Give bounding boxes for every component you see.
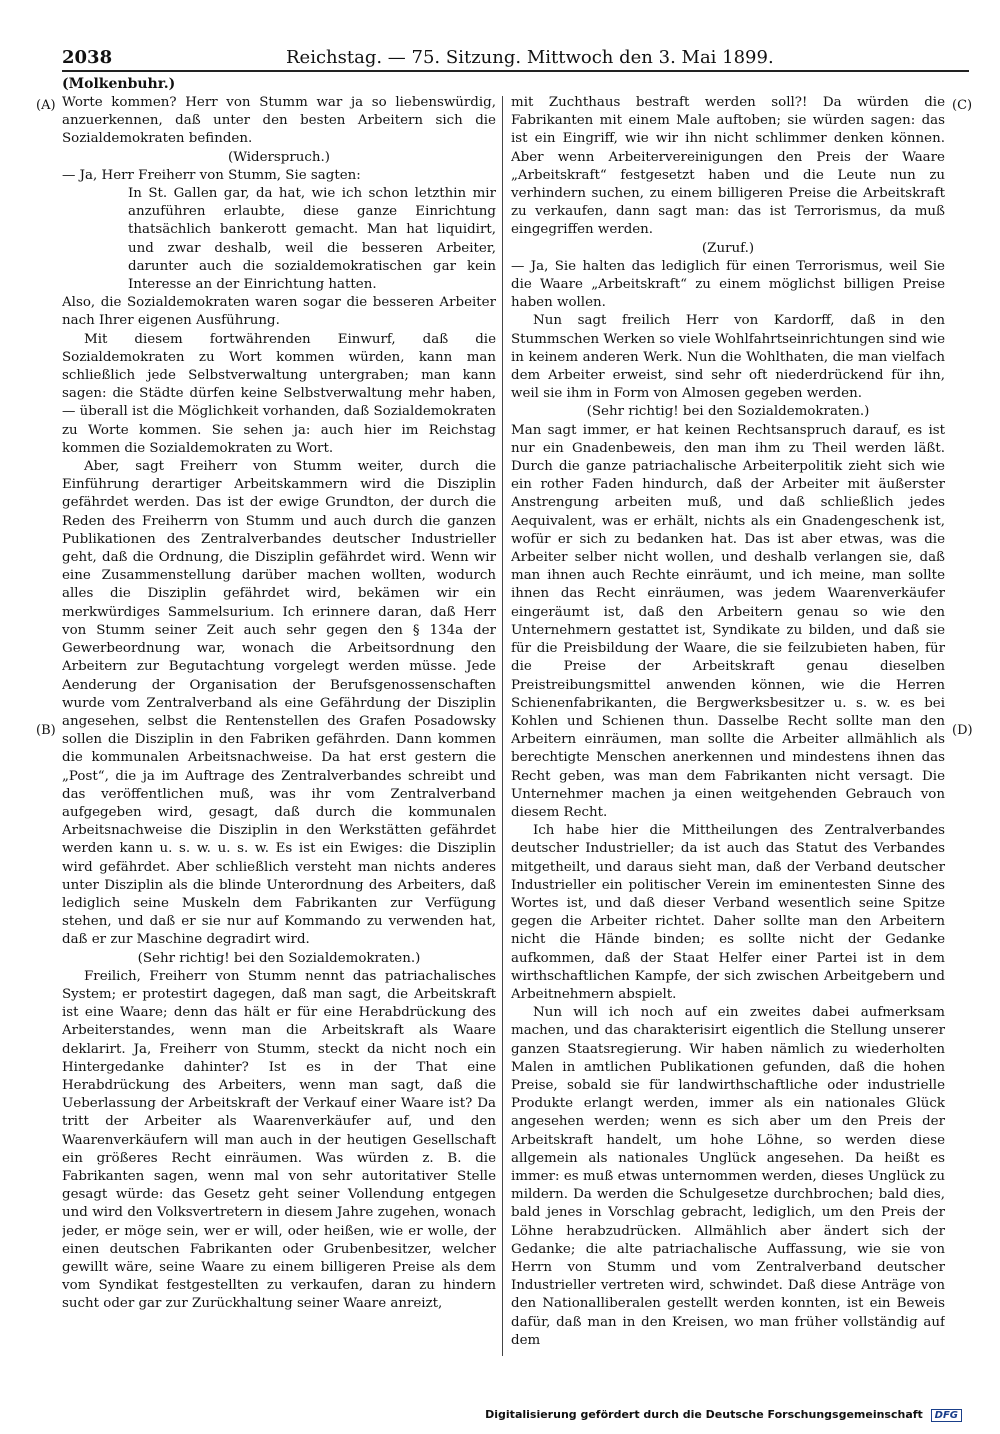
paragraph: mit Zuchthaus bestraft werden soll?! Da würden die Fabrikanten mit einem Male auftoben; sie würden sagen: das ist ein Eingriff, wie wir ihn nicht schlimmer denken können. Aber wenn Arbeitervereinigungen den Preis der Waare „Arbeitskraft“ festgesetzt haben und die Leute nun zu verhindern suchen, zu einem billigeren Preise die Arbeitskraft zu verkaufen, dann sagt man: das ist Terrorismus, da muß eingegriffen werden.: [511, 95, 945, 238]
paragraph: Mit diesem fortwährenden Einwurf, daß die Sozialdemokraten zu Wort kommen würden, kann man schließlich jede Selbstverwaltung untergraben; man kann sagen: die Städte dürfen keine Selbstverwaltung mehr haben, — überall ist die Möglichkeit vorhanden, daß Sozialdemokraten zu Worte kommen. Sie sehen ja: auch hier im Reichstag kommen die Sozialdemokraten zu Wort.: [62, 331, 496, 456]
interjection: (Sehr richtig! bei den Sozialdemokraten.): [586, 404, 870, 420]
page-number: 2038: [62, 47, 113, 68]
margin-label-a: (A): [36, 98, 56, 113]
paragraph: Man sagt immer, er hat keinen Rechtsanspruch darauf, es ist nur ein Gnadenbeweis, den man ihm zu Theil werden läßt. Durch die ganze patriachalische Arbeiterpolitik zieht sich wie ein rother Faden hindurch, daß der Arbeiter mit äußerster Anstrengung arbeiten muß, und daß schließlich jedes Aequivalent, was er erhält, nichts als ein Gnadengeschenk ist, wofür er sich zu bedanken hat. Das ist aber etwas, was die Arbeiter selber nicht wollen, und deshalb verlangen sie, daß man ihnen auch Rechte einräumt, und ich meine, man sollte ihnen das Recht einräumen, was jedem Waarenverkäufer eingeräumt ist, daß den Arbeitern genau so wie den Unternehmern gestattet ist, Syndikate zu bilden, und daß sie für die Preisbildung der Waare, die sie feilzubieten haben, für die Preise der Arbeitskraft genau dieselben Preistreibungsmittel anwenden können, wie die Herren Schienenfabrikanten, die Bergwerksbesitzer u. s. w. es bei Kohlen und Schienen thun. Dasselbe Recht sollte man den Arbeitern einräumen, man sollte die Arbeiter allmählich als berechtigte Menschen anerkennen und mindestens ihnen das Recht geben, was man dem Fabrikanten nicht versagt. Die Unternehmer machen ja einen weitgehenden Gebrauch von diesem Recht.: [511, 422, 945, 820]
paragraph: Aber, sagt Freiherr von Stumm weiter, durch die Einführung derartiger Arbeitskammern wird die Disziplin gefährdet werden. Das ist der ewige Grundton, der durch die Reden des Freiherrn von Stumm und auch durch die ganzen Publikationen des Zentralverbandes deutscher Industrieller geht, daß die Ordnung, die Disziplin gefährdet wird. Wenn wir eine Zusammenstellung darüber machen wollten, wodurch alles die Disziplin gefährdet wird, bekämen wir ein merkwürdiges Sammelsurium. Ich erinnere daran, daß Herr von Stumm seiner Zeit auch sehr gegen den § 134a der Gewerbeordnung war, wonach die Arbeitsordnung den Arbeitern zur Begutachtung vorgelegt werden müsse. Jede Aenderung der Organisation der Berufsgenossenschaften wurde vom Zentralverband als eine Gefährdung der Disziplin angesehen, selbst die Rentenstellen des Grafen Posadowsky sollen die Disziplin in den Fabriken gefährden. Dann kommen die kommunalen Arbeitsnachweise. Da hat erst gestern die „Post“, die ja im Auftrage des Zentralverbandes schreibt und das veröffentlichen muß, was ihr vom Zentralverband aufgegeben wird, gesagt, daß durch die kommunalen Arbeitsnachweise die Disziplin in den Werkstätten gefährdet werden kann u. s. w. u. s. w. Es ist ein Ewiges: die Disziplin wird gefährdet. Aber schließlich versteht man nichts anderes unter Disziplin als die blinde Unterordnung des Arbeiters, daß lediglich seine Muskeln dem Fabrikanten zur Verfügung stehen, und daß er sie nur auf Kommando zu verwenden hat, daß er zur Maschine degradirt wird.: [62, 459, 496, 948]
paragraph: Nun will ich noch auf ein zweites dabei aufmerksam machen, und das charakterisirt eigentlich die Stellung unserer ganzen Staatsregierung. Wir haben nämlich zu wiederholten Malen in amtlichen Publikationen gefunden, daß die hohen Preise, sobald sie für landwirthschaftliche oder industrielle Produkte erlangt werden, immer als ein nationales Glück angesehen werden; wenn es sich aber um den Preis der Arbeitskraft handelt, um hohe Löhne, so werden diese allgemein als nationales Unglück angesehen. Da heißt es immer: es muß etwas unternommen werden, dieses Unglück zu mildern. Da werden die Schulgesetze durchbrochen; bald dies, bald jenes in Vorschlag gebracht, lediglich, um den Preis der Löhne herabzudrücken. Allmählich aber ändert sich der Gedanke; die alte patriachalische Auffassung, wie sie von Herrn von Stumm und vom Zentralverband deutscher Industrieller vertreten wird, schwindet. Daß diese Anträge von den Nationalliberalen gestellt werden konnten, ist ein Beweis dafür, daß man in den Kreisen, wo man früher vollständig auf dem: [511, 1005, 945, 1348]
paragraph: Worte kommen? Herr von Stumm war ja so liebenswürdig, anzuerkennen, daß unter den besten Arbeitern sich die Sozialdemokraten befinden.: [62, 95, 496, 147]
margin-label-c: (C): [952, 98, 973, 113]
footer-credit: [485, 1408, 962, 1422]
margin-label-d: (D): [952, 723, 973, 738]
paragraph: Nun sagt freilich Herr von Kardorff, daß in den Stummschen Werken so viele Wohlfahrtseinrichtungen sind wie in keinem anderen Werk. Nun die Wohlthaten, die man vielfach dem Arbeiter erweist, sind sehr oft niederdrückend für ihn, weil sie ihm in Form von Almosen gegeben werden.: [511, 313, 945, 402]
margin-label-b: (B): [36, 723, 56, 738]
left-column: [62, 94, 496, 1356]
interjection: (Zuruf.): [701, 240, 755, 256]
footer-text: Digitalisierung gefördert durch die Deutsche Forschungsgemeinschaft: [485, 1408, 923, 1421]
paragraph: Freilich, Freiherr von Stumm nennt das patriachalisches System; er protestirt dagegen, daß man sagt, die Arbeitskraft ist eine Waare; denn das hält er für eine Herabdrückung des Arbeiterstandes, wenn man die Arbeitskraft als Waare deklarirt. Ja, Freiherr von Stumm, steckt da nicht noch ein Hintergedanke dahinter? Ist es in der That eine Herabdrückung des Arbeiters, wenn man sagt, daß die Ueberlassung der Arbeitskraft der Verkauf einer Waare ist? Da tritt der Arbeiter als Waarenverkäufer auf, und den Waarenverkäufern will man auch in der heutigen Gesellschaft ein größeres Recht einräumen. Was würden z. B. die Fabrikanten sagen, wenn mal von sehr autoritativer Stelle gesagt würde: das Gesetz geht seiner Vollendung entgegen und wird den Volksvertretern in diesem Jahre zugehen, wonach jeder, er möge sein, wer er will, oder heißen, wie er wolle, der einen deutschen Fabrikanten oder Grubenbesitzer, welcher gewillt wäre, seine Waare zu einem billigeren Preise als dem vom Syndikat festgestellten zu verkaufen, daran zu hindern sucht oder gar zur Zurückhaltung seiner Waare anreizt,: [62, 968, 496, 1312]
running-head: Reichstag. — 75. Sitzung. Mittwoch den 3. Mai 1899.: [286, 47, 774, 68]
paragraph: Also, die Sozialdemokraten waren sogar die besseren Arbeiter nach Ihrer eigenen Ausführung.: [62, 295, 496, 329]
paragraph: — Ja, Herr Freiherr von Stumm, Sie sagten:: [62, 167, 361, 183]
dfg-logo: DFG: [931, 1409, 962, 1422]
speaker-name: (Molkenbuhr.): [62, 76, 176, 92]
interjection: (Widerspruch.): [227, 149, 330, 165]
header-rule: [62, 70, 969, 72]
paragraph: Ich habe hier die Mittheilungen des Zentralverbandes deutscher Industrieller; da ist auch das Statut des Verbandes mitgetheilt, und daraus sieht man, daß der Verband deutscher Industrieller ein politischer Verein im eminentesten Sinne des Wortes ist, und daß dieser Verband wesentlich seine Spitze gegen die Arbeiter richtet. Daher sollte man den Arbeitern nicht die Hände binden; es sollte nicht der Gedanke aufkommen, daß der Staat Helfer einer Partei ist in dem wirthschaftlichen Kampfe, der sich zwischen Arbeitgebern und Arbeitnehmern abspielt.: [511, 823, 945, 1002]
interjection: (Sehr richtig! bei den Sozialdemokraten.): [137, 950, 421, 966]
paragraph: — Ja, Sie halten das lediglich für einen Terrorismus, weil Sie die Waare „Arbeitskraft“ zu einem möglichst billigen Preise haben wollen.: [511, 258, 945, 311]
paragraph: In St. Gallen gar, da hat, wie ich schon letzthin mir anzuführen erlaubte, diese ganze Einrichtung thatsächlich bankerott gemacht. Man hat liquidirt, und zwar deshalb, weil die besseren Arbeiter, darunter auch die sozialdemokratischen gar kein Interesse an der Einrichtung hatten.: [128, 186, 496, 293]
column-divider: [502, 96, 503, 1356]
running-header: [62, 44, 969, 72]
right-column: [511, 94, 945, 1356]
